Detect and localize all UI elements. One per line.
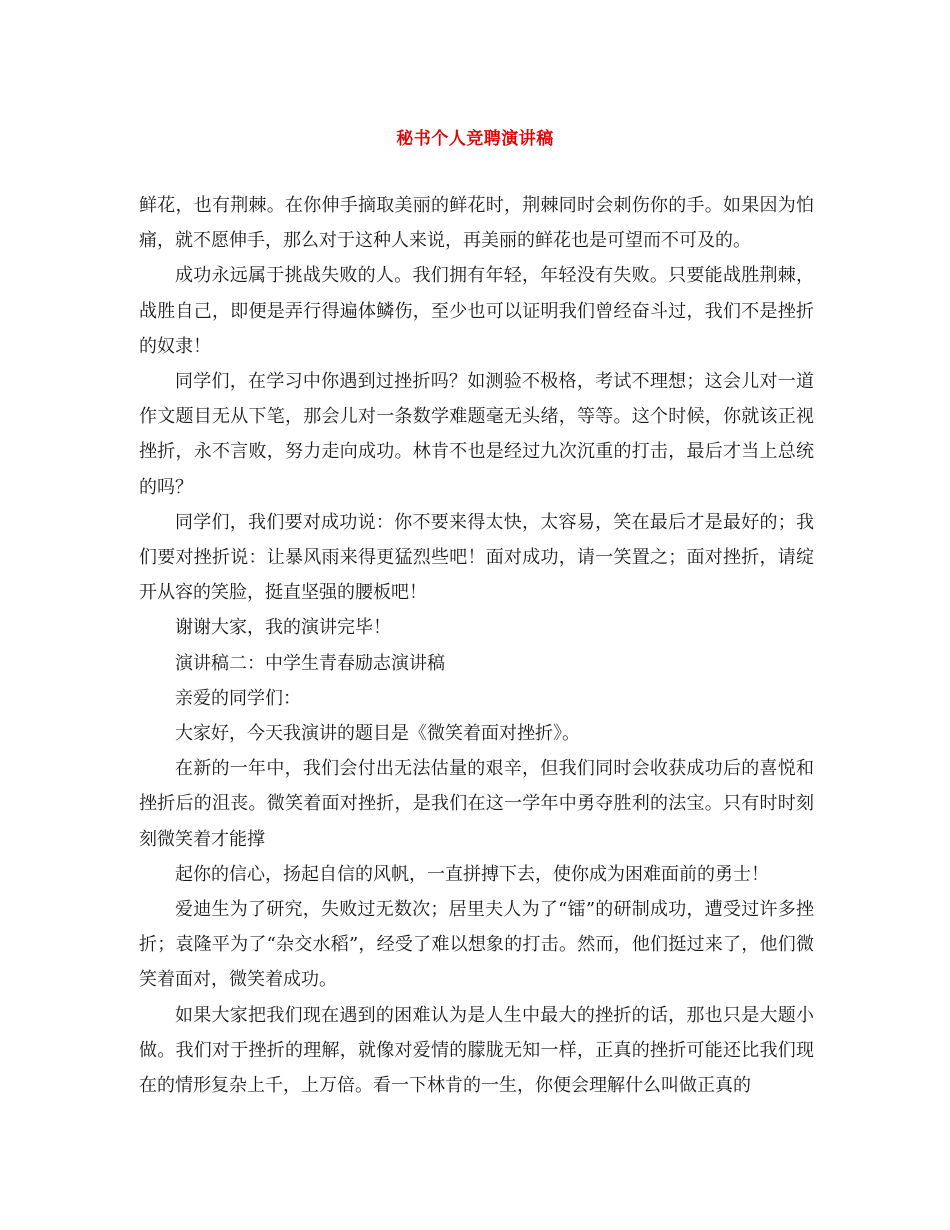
section-heading: 演讲稿二：中学生青春励志演讲稿 [175, 652, 445, 674]
paragraph: 如果大家把我们现在遇到的困难认为是人生中最大的挫折的话，那也只是大题小做。我们对于挫折的理解，就像对爱情的朦胧无知一样，正真的挫折可能还比我们现在的情形复杂上千，上万倍。看一下林肯的一生，你便会理解什么叫做正真的 [139, 1004, 814, 1097]
paragraph: 大家好，今天我演讲的题目是《微笑着面对挫折》。 [175, 723, 580, 745]
paragraph: 在新的一年中，我们会付出无法估量的艰辛，但我们同时会收获成功后的喜悦和挫折后的沮丧。微笑着面对挫折，是我们在这一学年中勇夺胜利的法宝。只有时时刻刻微笑着才能撑 [139, 758, 814, 850]
salutation: 亲爱的同学们： [175, 687, 301, 709]
paragraph: 同学们，在学习中你遇到过挫折吗？如测验不极格，考试不理想；这会儿对一道作文题目无从下笔，那会儿对一条数学难题毫无头绪，等等。这个时候，你就该正视挫折，永不言败，努力走向成功。林肯不也是经过九次沉重的打击，最后才当上总统的吗？ [139, 371, 814, 498]
paragraph: 同学们，我们要对成功说：你不要来得太快，太容易，笑在最后才是最好的；我们要对挫折说：让暴风雨来得更猛烈些吧！面对成功，请一笑置之；面对挫折，请绽开从容的笑脸，挺直坚强的腰板吧！ [139, 511, 814, 604]
paragraph: 鲜花，也有荆棘。在你伸手摘取美丽的鲜花时，荆棘同时会刺伤你的手。如果因为怕痛，就不愿伸手，那么对于这种人来说，再美丽的鲜花也是可望而不可及的。 [139, 195, 814, 252]
paragraph: 谢谢大家，我的演讲完毕！ [175, 617, 391, 639]
paragraph: 爱迪生为了研究，失败过无数次；居里夫人为了“镭”的研制成功，遭受过许多挫折；袁隆平为了“杂交水稻”，经受了难以想象的打击。然而，他们挺过来了，他们微笑着面对，微笑着成功。 [139, 899, 814, 991]
paragraph: 成功永远属于挑战失败的人。我们拥有年轻，年轻没有失败。只要能战胜荆棘，战胜自己，即便是弄行得遍体鳞伤，至少也可以证明我们曾经奋斗过，我们不是挫折的奴隶！ [139, 265, 814, 357]
paragraph: 起你的信心，扬起自信的风帆，一直拼搏下去，使你成为困难面前的勇士！ [175, 863, 769, 885]
document-body [139, 188, 814, 1103]
document-title: 秘书个人竞聘演讲稿 [396, 129, 554, 149]
